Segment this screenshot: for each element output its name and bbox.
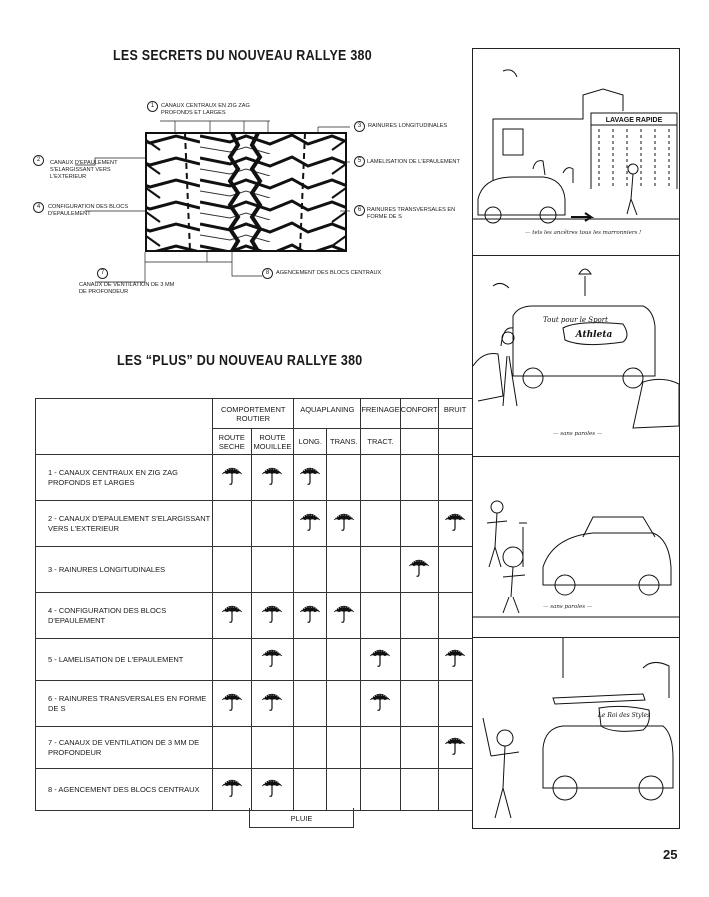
table-row xyxy=(36,769,473,811)
callout-number: 3 xyxy=(354,121,365,132)
rating-cell-marked xyxy=(251,639,294,681)
cartoon-athleta-van xyxy=(472,255,680,457)
umbrella-icon xyxy=(221,776,243,798)
umbrella-icon xyxy=(261,464,283,486)
rating-cell-empty xyxy=(213,547,252,593)
callout-number: 6 xyxy=(354,205,365,216)
umbrella-icon xyxy=(261,646,283,668)
rating-cell-empty xyxy=(400,727,438,769)
header-comportement: COMPORTEMENT ROUTIER xyxy=(213,399,294,429)
cartoon-roi-des-styles xyxy=(472,637,680,829)
rating-cell-marked xyxy=(438,639,472,681)
rating-cell-empty xyxy=(213,727,252,769)
rating-cell-empty xyxy=(400,593,438,639)
umbrella-icon xyxy=(369,690,391,712)
callout-label: CANAUX CENTRAUX EN ZIG ZAG xyxy=(161,103,250,109)
umbrella-icon xyxy=(261,602,283,624)
callout-label: DE PROFONDEUR xyxy=(79,289,129,295)
callout-number: 7 xyxy=(97,268,108,279)
rating-cell-empty xyxy=(213,639,252,681)
sign-lavage: LAVAGE RAPIDE xyxy=(605,117,663,124)
rating-cell-marked xyxy=(400,547,438,593)
cartoon-athleta-van-drawing xyxy=(473,256,679,456)
callout-label: FORME DE S xyxy=(367,214,402,220)
umbrella-icon xyxy=(333,602,355,624)
rating-cell-marked xyxy=(213,769,252,811)
rating-cell-empty xyxy=(361,769,400,811)
cartoon-roi-des-styles-drawing xyxy=(473,638,679,828)
rating-cell-empty xyxy=(251,727,294,769)
row-label: 8 - AGENCEMENT DES BLOCS CENTRAUX xyxy=(36,769,213,811)
rating-cell-empty xyxy=(438,547,472,593)
callout-number: 2 xyxy=(33,155,44,166)
row-label: 5 - LAMELISATION DE L'EPAULEMENT xyxy=(36,639,213,681)
rating-cell-marked xyxy=(361,639,400,681)
callout-label: CONFIGURATION DES BLOCS xyxy=(48,204,129,210)
table-row xyxy=(36,547,473,593)
table-row xyxy=(36,501,473,547)
callout-number: 1 xyxy=(147,101,158,112)
subheader: TRACT. xyxy=(361,429,400,455)
subheader: ROUTE MOUILLEE xyxy=(251,429,294,455)
rating-cell-marked xyxy=(251,681,294,727)
table-row xyxy=(36,593,473,639)
rating-cell-empty xyxy=(400,501,438,547)
caption: — sans paroles — xyxy=(543,604,593,610)
umbrella-icon xyxy=(444,734,466,756)
rating-cell-empty xyxy=(438,681,472,727)
umbrella-icon xyxy=(221,464,243,486)
rating-cell-empty xyxy=(361,547,400,593)
header-freinage: FREINAGE xyxy=(361,399,400,429)
rating-cell-empty xyxy=(294,681,327,727)
rating-cell-empty xyxy=(438,593,472,639)
rating-cell-empty xyxy=(294,547,327,593)
rating-cell-marked xyxy=(251,769,294,811)
rating-cell-empty xyxy=(294,769,327,811)
rating-cell-empty xyxy=(327,455,361,501)
subheader: ROUTE SECHE xyxy=(213,429,252,455)
rating-cell-empty xyxy=(400,681,438,727)
plus-table xyxy=(35,398,473,811)
table-row xyxy=(36,639,473,681)
rating-cell-empty xyxy=(438,769,472,811)
rating-cell-empty xyxy=(400,769,438,811)
header-bruit: BRUIT xyxy=(438,399,472,429)
umbrella-icon xyxy=(444,510,466,532)
row-label: 4 - CONFIGURATION DES BLOCS D'EPAULEMENT xyxy=(36,593,213,639)
rating-cell-empty xyxy=(438,455,472,501)
table-row xyxy=(36,681,473,727)
umbrella-icon xyxy=(299,602,321,624)
row-label: 7 - CANAUX DE VENTILATION DE 3 MM DE PROFONDEUR xyxy=(36,727,213,769)
cartoon-car-wash-drawing xyxy=(473,49,679,255)
sign-tout-pour: Tout pour le Sport xyxy=(543,316,608,324)
rating-cell-empty xyxy=(327,639,361,681)
rating-cell-marked xyxy=(294,455,327,501)
rating-cell-empty xyxy=(361,455,400,501)
sign-athleta: Athleta xyxy=(575,330,613,340)
row-label: 1 - CANAUX CENTRAUX EN ZIG ZAG PROFONDS ET LARGES xyxy=(36,455,213,501)
secrets-title: LES SECRETS DU NOUVEAU RALLYE 380 xyxy=(113,48,372,64)
plus-title: LES “PLUS” DU NOUVEAU RALLYE 380 xyxy=(117,353,363,369)
umbrella-icon xyxy=(261,690,283,712)
subheader: LONG. xyxy=(294,429,327,455)
callout-label: L'EXTERIEUR xyxy=(50,174,87,180)
rating-cell-empty xyxy=(251,547,294,593)
callout-number: 4 xyxy=(33,202,44,213)
callout-number: 8 xyxy=(262,268,273,279)
rating-cell-empty xyxy=(294,639,327,681)
rating-cell-empty xyxy=(400,639,438,681)
sign-roi-des-styles: Le Roi des Styles xyxy=(597,712,651,719)
rating-cell-empty xyxy=(361,501,400,547)
pluie-label: PLUIE xyxy=(249,808,354,828)
rating-cell-empty xyxy=(361,593,400,639)
umbrella-icon xyxy=(408,556,430,578)
caption: — sans paroles — xyxy=(553,431,603,437)
rating-cell-marked xyxy=(438,501,472,547)
rating-cell-empty xyxy=(327,727,361,769)
rating-cell-empty xyxy=(361,727,400,769)
umbrella-icon xyxy=(221,602,243,624)
rating-cell-marked xyxy=(213,593,252,639)
callout-label: LAMELISATION DE L'EPAULEMENT xyxy=(367,159,460,165)
callout-label: D'EPAULEMENT xyxy=(48,211,91,217)
rating-cell-empty xyxy=(327,769,361,811)
cartoon-car-wash xyxy=(472,48,680,256)
table-row xyxy=(36,727,473,769)
rating-cell-empty xyxy=(294,727,327,769)
callout-label: AGENCEMENT DES BLOCS CENTRAUX xyxy=(276,270,382,276)
rating-cell-marked xyxy=(251,593,294,639)
cartoon-traffic-stop-drawing xyxy=(473,457,679,637)
rating-cell-marked xyxy=(213,681,252,727)
rating-cell-marked xyxy=(361,681,400,727)
tread-diagram xyxy=(0,0,470,310)
row-label: 6 - RAINURES TRANSVERSALES EN FORME DE S xyxy=(36,681,213,727)
rating-cell-empty xyxy=(251,501,294,547)
page-number: 25 xyxy=(663,847,678,862)
callout-label: RAINURES TRANSVERSALES EN xyxy=(367,207,456,213)
callout-label: S'ELARGISSANT VERS xyxy=(50,167,111,173)
rating-cell-marked xyxy=(327,501,361,547)
umbrella-icon xyxy=(369,646,391,668)
callout-label: CANAUX DE VENTILATION DE 3 MM xyxy=(79,282,175,288)
rating-cell-empty xyxy=(327,681,361,727)
umbrella-icon xyxy=(299,510,321,532)
callout-label: RAINURES LONGITUDINALES xyxy=(368,123,448,129)
rating-cell-empty xyxy=(213,501,252,547)
callout-label: PROFONDS ET LARGES xyxy=(161,110,226,116)
row-label: 3 - RAINURES LONGITUDINALES xyxy=(36,547,213,593)
callout-number: 5 xyxy=(354,156,365,167)
rating-cell-empty xyxy=(327,547,361,593)
umbrella-icon xyxy=(299,464,321,486)
rating-cell-marked xyxy=(251,455,294,501)
table-corner xyxy=(36,399,213,455)
rating-cell-marked xyxy=(438,727,472,769)
subheader: TRANS. xyxy=(327,429,361,455)
callout-label: CANAUX D'EPAULEMENT xyxy=(50,160,118,166)
rating-cell-marked xyxy=(213,455,252,501)
header-aquaplaning: AQUAPLANING xyxy=(294,399,361,429)
rating-cell-marked xyxy=(327,593,361,639)
cartoon-traffic-stop xyxy=(472,456,680,638)
caption: — tels les ancêtres tous les marronniers ! xyxy=(525,230,642,236)
rating-cell-empty xyxy=(400,455,438,501)
rating-cell-marked xyxy=(294,501,327,547)
umbrella-icon xyxy=(444,646,466,668)
table-row xyxy=(36,455,473,501)
umbrella-icon xyxy=(261,776,283,798)
rating-cell-marked xyxy=(294,593,327,639)
row-label: 2 - CANAUX D'EPAULEMENT S'ELARGISSANT VERS L'EXTERIEUR xyxy=(36,501,213,547)
umbrella-icon xyxy=(333,510,355,532)
umbrella-icon xyxy=(221,690,243,712)
header-confort: CONFORT xyxy=(400,399,438,429)
